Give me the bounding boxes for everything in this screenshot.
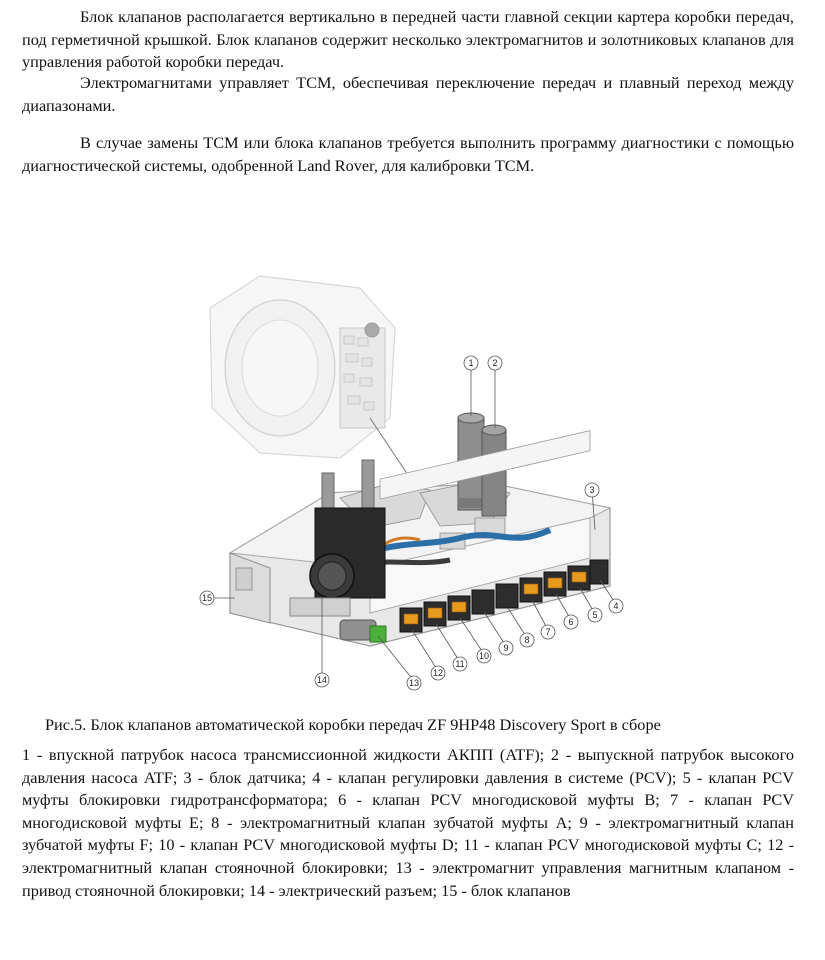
callout-14: 14	[316, 675, 328, 685]
callout-8: 8	[524, 635, 530, 645]
transmission-housing-sketch	[210, 276, 395, 458]
callout-12: 12	[432, 668, 444, 678]
paragraph-calibration: В случае замены TCM или блока клапанов требуется выполнить программу диагностики с помощью диагностической системы, одобренной Land Rover, для калибровки TCM.	[22, 133, 794, 175]
valve-block-figure	[190, 268, 640, 698]
callout-7: 7	[545, 627, 551, 637]
paragraph-valve-block-location: Блок клапанов располагается вертикально в передней части главной секции картера коробки передач, под герметичной крышкой. Блок клапанов содержит несколько электромагнитов и золотниковых клапанов для управления работой коробки передач.	[22, 7, 794, 72]
valve-block-illustration	[190, 268, 640, 698]
callout-4: 4	[613, 601, 619, 611]
callout-2: 2	[492, 358, 498, 368]
figure-legend: 1 - впускной патрубок насоса трансмиссионной жидкости АКПП (ATF); 2 - выпускной патрубок высокого давления насоса ATF; 3 - блок датчика; 4 - клапан регулировки давления в системе (PCV); 5 - клапан PCV муфты блокировки гидротрансформатора; 6 - клапан PCV многодисковой муфты B; 7 - клапан PCV многодисковой муфты E; 8 - электромагнитный клапан зубчатой муфты A; 9 - электромагнитный клапан зубчатой муфты F; 10 - клапан PCV многодисковой муфты D; 11 - клапан PCV многодисковой муфты C; 12 - электромагнитный клапан стояночной блокировки; 13 - электромагнит управления магнитным клапаном - привод стояночной блокировки; 14 - электрический разъем; 15 - блок клапанов	[22, 745, 794, 900]
callout-11: 11	[455, 659, 465, 669]
callout-6: 6	[568, 617, 574, 627]
callout-13: 13	[408, 678, 420, 688]
callout-15: 15	[201, 593, 213, 603]
figure-caption: Рис.5. Блок клапанов автоматической коробки передач ZF 9HP48 Discovery Sport в сборе	[45, 715, 661, 734]
callout-10: 10	[478, 651, 490, 661]
callout-1: 1	[468, 358, 474, 368]
callout-3: 3	[589, 485, 595, 495]
paragraph-solenoid-control: Электромагнитами управляет TCM, обеспечивая переключение передач и плавный переход между диапазонами.	[22, 73, 794, 115]
callout-5: 5	[592, 610, 598, 620]
callout-9: 9	[503, 643, 509, 653]
